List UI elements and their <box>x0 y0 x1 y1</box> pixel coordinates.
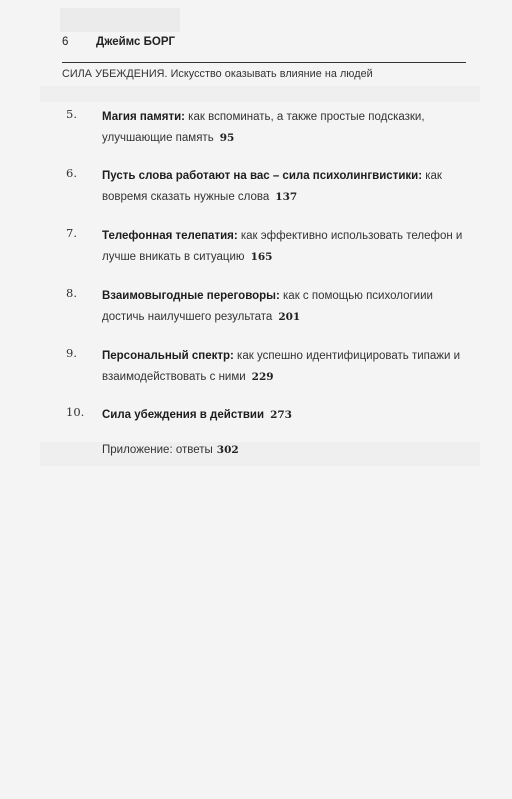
chapter-description: как вовремя сказать нужные слова <box>102 170 442 203</box>
header-rule <box>62 62 466 63</box>
chapter-number: 5. <box>66 107 77 121</box>
chapter-text <box>102 226 472 268</box>
chapter-page: 229 <box>251 371 274 383</box>
scan-shade <box>60 8 180 32</box>
appendix-page: 302 <box>216 444 239 456</box>
chapter-page: 165 <box>250 251 273 263</box>
chapter-page: 137 <box>275 191 298 203</box>
chapter-title: Взаимовыгодные переговоры: <box>102 290 280 302</box>
chapter-number: 6. <box>66 166 77 180</box>
chapter-title: Персональный спектр: <box>102 350 234 362</box>
chapter-text <box>102 405 472 426</box>
chapter-number: 7. <box>66 226 77 240</box>
appendix-entry <box>102 444 239 456</box>
chapter-text <box>102 166 472 208</box>
chapter-title: Магия памяти: <box>102 111 185 123</box>
chapter-page: 95 <box>219 132 235 144</box>
chapter-text <box>102 107 472 149</box>
chapter-title: Телефонная телепатия: <box>102 230 238 242</box>
chapter-description: как вспоминать, а также простые подсказки, улучшающие память <box>102 111 425 144</box>
chapter-title: Сила убеждения в действии <box>102 409 265 421</box>
chapter-description: как эффективно использовать телефон и лучше вникать в ситуацию <box>102 230 463 263</box>
book-title: СИЛА УБЕЖДЕНИЯ. Искусство оказывать влияние на людей <box>62 68 373 80</box>
appendix-label: Приложение: ответы <box>102 444 213 456</box>
chapter-page: 201 <box>278 311 301 323</box>
running-head <box>62 36 175 48</box>
chapter-text <box>102 346 472 388</box>
scan-shade <box>40 86 480 102</box>
chapter-number: 8. <box>66 286 77 300</box>
chapter-page: 273 <box>270 409 292 421</box>
chapter-description: как успешно идентифицировать типажи и взаимодействовать с ними <box>102 350 460 383</box>
chapter-number: 9. <box>66 346 77 360</box>
author-name: Джеймс БОРГ <box>96 36 176 48</box>
chapter-title: Пусть слова работают на вас – сила психолингвистики: <box>102 170 423 182</box>
page-number: 6 <box>62 36 69 48</box>
chapter-number: 10. <box>66 405 85 419</box>
chapter-text <box>102 286 472 328</box>
chapter-description: как с помощью психологиии достичь наилучшего результата <box>102 290 433 323</box>
